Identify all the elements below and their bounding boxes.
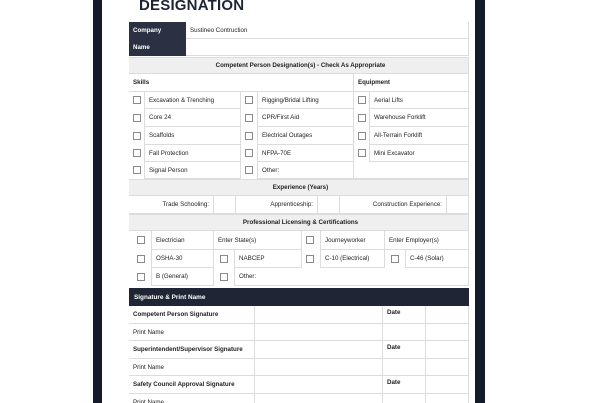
construction-experience-label: Construction Experience: bbox=[340, 196, 447, 214]
date-label: Date bbox=[383, 376, 426, 394]
form-page bbox=[102, 0, 475, 403]
date-field[interactable] bbox=[426, 376, 469, 394]
apprenticeship-field[interactable] bbox=[318, 196, 340, 214]
print-row bbox=[129, 394, 469, 403]
date-field[interactable] bbox=[426, 306, 469, 324]
equipment-label: Mini Excavator bbox=[369, 145, 469, 162]
print-row bbox=[129, 324, 469, 341]
print-name-field[interactable] bbox=[255, 394, 383, 403]
empty-cell bbox=[354, 162, 469, 179]
print-name-label: Print Name bbox=[129, 359, 255, 376]
name-row bbox=[129, 39, 469, 56]
equipment-label: All-Terrain Forklift bbox=[369, 127, 469, 145]
skill-label: Electrical Outages bbox=[257, 127, 354, 145]
checkbox[interactable] bbox=[358, 114, 366, 122]
experience-row bbox=[129, 196, 469, 214]
signature-label: Superintendent/Supervisor Signature bbox=[129, 341, 255, 359]
signature-field[interactable] bbox=[255, 376, 383, 394]
skills-header-row bbox=[129, 74, 469, 92]
empty-cell bbox=[383, 359, 426, 376]
date-label: Date bbox=[383, 341, 426, 359]
checkbox[interactable] bbox=[133, 166, 141, 174]
skills-row bbox=[129, 145, 469, 162]
skill-label: Rigging/Bridal Lifting bbox=[257, 92, 354, 109]
company-row bbox=[129, 22, 469, 39]
license-label: Journeyworker bbox=[320, 231, 385, 250]
print-name-field[interactable] bbox=[255, 359, 383, 376]
checkbox[interactable] bbox=[137, 236, 145, 244]
skill-label: Excavation & Trenching bbox=[144, 92, 241, 109]
license-label: C-46 (Solar) bbox=[405, 250, 469, 268]
construction-experience-field[interactable] bbox=[447, 196, 469, 214]
checkbox[interactable] bbox=[306, 236, 314, 244]
signature-row bbox=[129, 376, 469, 394]
licensing-row bbox=[129, 268, 469, 286]
date-label: Date bbox=[383, 306, 426, 324]
trade-schooling-field[interactable] bbox=[214, 196, 236, 214]
license-label: Electrician bbox=[151, 231, 214, 250]
checkbox[interactable] bbox=[133, 149, 141, 157]
skill-label: NFPA-70E bbox=[257, 145, 354, 162]
license-label: OSHA-30 bbox=[151, 250, 214, 268]
checkbox[interactable] bbox=[137, 273, 145, 281]
signature-band: Signature & Print Name bbox=[129, 288, 469, 306]
print-name-label: Print Name bbox=[129, 324, 255, 341]
licensing-header: Professional Licensing & Certifications bbox=[129, 214, 469, 231]
company-field[interactable]: Sustineo Contruction bbox=[186, 22, 469, 39]
signature-field[interactable] bbox=[255, 306, 383, 324]
trade-schooling-label: Trade Schooling: bbox=[129, 196, 214, 214]
checkbox[interactable] bbox=[245, 166, 253, 174]
experience-header: Experience (Years) bbox=[129, 179, 469, 196]
signature-label: Safety Council Approval Signature bbox=[129, 376, 255, 394]
licensing-row bbox=[129, 250, 469, 268]
name-label: Name bbox=[129, 39, 186, 56]
checkbox[interactable] bbox=[358, 149, 366, 157]
employer-field[interactable]: Enter Employer(s) bbox=[385, 231, 469, 250]
license-label: C-10 (Electrical) bbox=[320, 250, 385, 268]
skills-row bbox=[129, 109, 469, 127]
checkbox[interactable] bbox=[220, 255, 228, 263]
skill-label: Scaffolds bbox=[144, 127, 241, 145]
skill-label: Fall Protection bbox=[144, 145, 241, 162]
state-field[interactable]: Enter State(s) bbox=[214, 231, 302, 250]
skill-label: CPR/First Aid bbox=[257, 109, 354, 127]
signature-row bbox=[129, 341, 469, 359]
skills-header: Skills bbox=[129, 74, 354, 92]
skills-row bbox=[129, 92, 469, 109]
checkbox[interactable] bbox=[358, 96, 366, 104]
skill-label: Core 24 bbox=[144, 109, 241, 127]
skills-row bbox=[129, 162, 469, 179]
checkbox[interactable] bbox=[358, 132, 366, 140]
signature-row bbox=[129, 306, 469, 324]
skill-label: Other: bbox=[257, 162, 354, 179]
license-label: B (General) bbox=[151, 268, 214, 286]
empty-cell bbox=[383, 324, 426, 341]
checkbox[interactable] bbox=[137, 255, 145, 263]
checkbox[interactable] bbox=[133, 114, 141, 122]
checkbox[interactable] bbox=[133, 96, 141, 104]
date-field[interactable] bbox=[426, 341, 469, 359]
equipment-header: Equipment bbox=[354, 74, 469, 92]
date-field[interactable] bbox=[426, 324, 469, 341]
checkbox[interactable] bbox=[306, 255, 314, 263]
date-field[interactable] bbox=[426, 359, 469, 376]
print-row bbox=[129, 359, 469, 376]
designation-section bbox=[129, 57, 469, 74]
date-field[interactable] bbox=[426, 394, 469, 403]
signature-label: Competent Person Signature bbox=[129, 306, 255, 324]
print-name-label: Print Name bbox=[129, 394, 255, 403]
apprenticeship-label: Apprenticeship: bbox=[236, 196, 318, 214]
empty-cell bbox=[383, 394, 426, 403]
skills-row bbox=[129, 127, 469, 145]
license-label: Other: bbox=[234, 268, 469, 286]
company-label: Company bbox=[129, 22, 186, 39]
checkbox[interactable] bbox=[133, 132, 141, 140]
designation-header: Competent Person Designation(s) - Check As Appropriate bbox=[129, 57, 469, 74]
equipment-label: Aerial Lifts bbox=[369, 92, 469, 109]
licensing-section bbox=[129, 214, 469, 231]
form-title: DESIGNATION bbox=[139, 0, 245, 14]
checkbox[interactable] bbox=[245, 149, 253, 157]
checkbox[interactable] bbox=[245, 96, 253, 104]
checkbox[interactable] bbox=[245, 114, 253, 122]
experience-section bbox=[129, 179, 469, 196]
skill-label: Signal Person bbox=[144, 162, 241, 179]
equipment-label: Warehouse Forklift bbox=[369, 109, 469, 127]
name-field[interactable] bbox=[186, 39, 469, 56]
print-name-field[interactable] bbox=[255, 324, 383, 341]
checkbox[interactable] bbox=[245, 132, 253, 140]
licensing-row bbox=[129, 231, 469, 250]
checkbox[interactable] bbox=[391, 255, 399, 263]
checkbox[interactable] bbox=[220, 273, 228, 281]
license-label: NABCEP bbox=[234, 250, 302, 268]
signature-field[interactable] bbox=[255, 341, 383, 359]
